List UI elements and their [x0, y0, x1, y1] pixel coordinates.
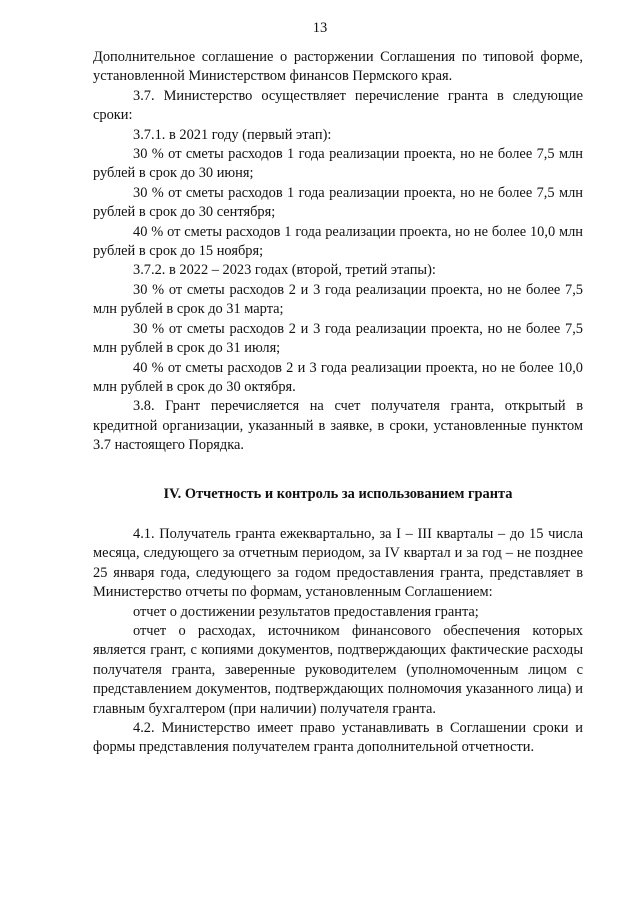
- paragraph-3-8: 3.8. Грант перечисляется на счет получателя гранта, открытый в кредитной организации, указанный в заявке, в сроки, установленные пунктом 3.7 настоящего Порядка.: [93, 398, 583, 454]
- paragraph-3-7-1: 3.7.1. в 2021 году (первый этап):: [133, 126, 332, 143]
- paragraph-4-2: 4.2. Министерство имеет право устанавливать в Соглашении сроки и формы представления получателем гранта дополнительной отчетности.: [93, 720, 583, 756]
- page-number: 13: [312, 20, 328, 36]
- paragraph-2021-november: 40 % от сметы расходов 1 года реализации проекта, но не более 10,0 млн рублей в срок до 15 ноября;: [93, 223, 583, 260]
- paragraph-expenses-report: отчет о расходах, источником финансового обеспечения которых является грант, с копиями документов, подтверждающих фактические расходы получателя гранта, заверенные руководителем (уполномоченным лицом с представлением документов, подтверждающих полномочия указанного лица) и главным бухгалтером (при наличии) получателя гранта.: [93, 622, 583, 717]
- paragraph-2021-september: 30 % от сметы расходов 1 года реализации проекта, но не более 7,5 млн рублей в срок до 30 сентября;: [93, 184, 583, 221]
- paragraph-2022-july: 30 % от сметы расходов 2 и 3 года реализации проекта, но не более 7,5 млн рублей в срок до 31 июля;: [93, 320, 583, 357]
- paragraph-3-7-2: 3.7.2. в 2022 – 2023 годах (второй, третий этапы):: [133, 262, 436, 279]
- paragraph-2022-october: 40 % от сметы расходов 2 и 3 года реализации проекта, но не более 10,0 млн рублей в срок до 30 октября.: [93, 359, 583, 395]
- paragraph-supplementary-agreement: Дополнительное соглашение о расторжении Соглашения по типовой форме, установленной Министерством финансов Пермского края.: [93, 49, 583, 85]
- paragraph-2021-june: 30 % от сметы расходов 1 года реализации проекта, но не более 7,5 млн рублей в срок до 30 июня;: [93, 146, 583, 182]
- section-heading: IV. Отчетность и контроль за использованием гранта: [163, 485, 513, 502]
- paragraph-4-1: 4.1. Получатель гранта ежеквартально, за I – III кварталы – до 15 числа месяца, следующего за отчетным периодом, за IV квартал и за год – не позднее 25 января года, следующего за годом предоставления гранта, представляет в Министерство отчеты по формам, установленным Соглашением:: [93, 525, 583, 601]
- paragraph-results-report: отчет о достижении результатов предоставления гранта;: [133, 603, 479, 620]
- document-body: [93, 48, 583, 758]
- paragraph-2022-march: 30 % от сметы расходов 2 и 3 года реализации проекта, но не более 7,5 млн рублей в срок до 31 марта;: [93, 281, 583, 318]
- paragraph-3-7: 3.7. Министерство осуществляет перечисление гранта в следующие сроки:: [93, 87, 583, 124]
